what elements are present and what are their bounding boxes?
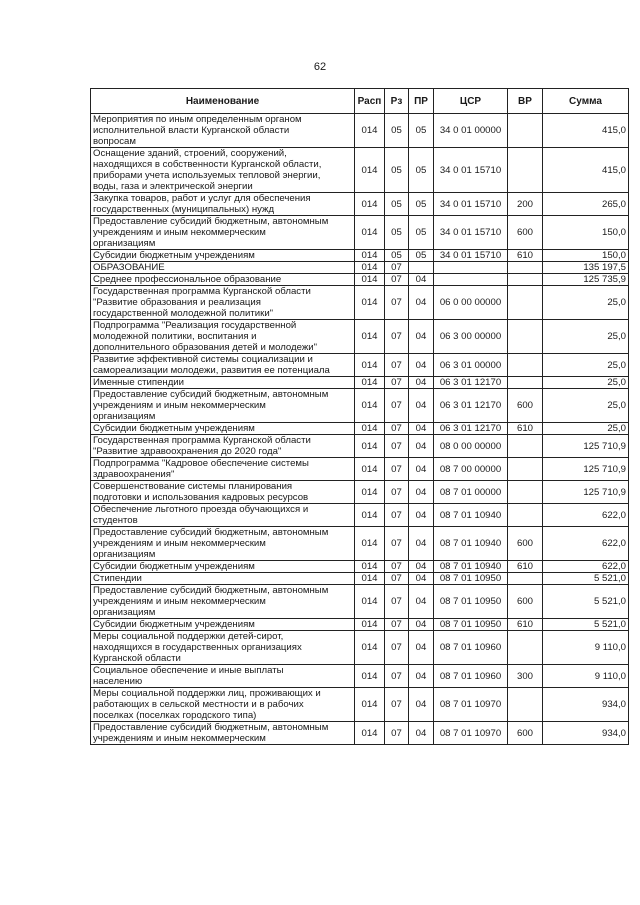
cell-vr: 610	[508, 561, 543, 573]
cell-csr: 08 7 00 00000	[434, 458, 508, 481]
table-row	[91, 262, 629, 274]
cell-csr: 08 7 01 10960	[434, 665, 508, 688]
cell-name-line: Закупка товаров, работ и услуг для обеспечения	[93, 193, 311, 204]
cell-rasp: 014	[355, 527, 385, 561]
cell-csr: 08 7 01 10970	[434, 688, 508, 722]
cell-sum: 25,0	[543, 389, 629, 423]
budget-table	[90, 88, 629, 745]
cell-vr	[508, 688, 543, 722]
cell-vr	[508, 435, 543, 458]
header-name: Наименование	[91, 89, 355, 114]
cell-sum: 25,0	[543, 423, 629, 435]
cell-sum: 125 710,9	[543, 435, 629, 458]
cell-vr	[508, 354, 543, 377]
cell-sum: 9 110,0	[543, 665, 629, 688]
table-row	[91, 722, 629, 745]
cell-csr: 08 7 01 10950	[434, 585, 508, 619]
cell-rz: 07	[385, 619, 409, 631]
cell-name	[91, 114, 355, 148]
cell-pr: 04	[409, 481, 434, 504]
cell-name	[91, 377, 355, 389]
cell-pr: 05	[409, 193, 434, 216]
cell-vr	[508, 481, 543, 504]
cell-csr: 06 3 00 00000	[434, 320, 508, 354]
cell-name-line: Курганской области	[93, 653, 181, 664]
cell-pr: 04	[409, 435, 434, 458]
cell-sum: 125 735,9	[543, 274, 629, 286]
cell-rz: 07	[385, 262, 409, 274]
cell-rz: 07	[385, 585, 409, 619]
cell-rasp: 014	[355, 585, 385, 619]
header-sum: Сумма	[543, 89, 629, 114]
cell-rz: 07	[385, 665, 409, 688]
cell-rz: 07	[385, 504, 409, 527]
cell-rasp: 014	[355, 148, 385, 193]
header-rasp: Расп	[355, 89, 385, 114]
cell-pr: 04	[409, 527, 434, 561]
cell-sum: 125 710,9	[543, 458, 629, 481]
cell-name	[91, 423, 355, 435]
cell-vr	[508, 148, 543, 193]
cell-csr: 06 0 00 00000	[434, 286, 508, 320]
cell-csr	[434, 262, 508, 274]
cell-name-line: вопросам	[93, 136, 136, 147]
cell-name-line: поселках (поселках городского типа)	[93, 710, 257, 721]
cell-rasp: 014	[355, 320, 385, 354]
cell-sum: 25,0	[543, 286, 629, 320]
cell-name-line: Субсидии бюджетным учреждениям	[93, 250, 255, 261]
cell-name	[91, 458, 355, 481]
cell-rz: 05	[385, 148, 409, 193]
cell-name-line: самореализации молодежи, развития ее потенциала	[93, 365, 330, 376]
cell-name-line: организациям	[93, 549, 156, 560]
cell-rz: 07	[385, 377, 409, 389]
table-row	[91, 423, 629, 435]
cell-rasp: 014	[355, 274, 385, 286]
table-row	[91, 354, 629, 377]
cell-sum: 415,0	[543, 114, 629, 148]
cell-name-line: Оснащение зданий, строений, сооружений,	[93, 148, 287, 159]
cell-csr: 08 7 01 10950	[434, 573, 508, 585]
cell-pr: 04	[409, 631, 434, 665]
cell-name-line: Государственная программа Курганской области	[93, 435, 311, 446]
cell-rz: 07	[385, 274, 409, 286]
cell-sum: 25,0	[543, 320, 629, 354]
cell-rasp: 014	[355, 665, 385, 688]
cell-name	[91, 631, 355, 665]
table-row	[91, 527, 629, 561]
table-row	[91, 435, 629, 458]
cell-pr: 05	[409, 114, 434, 148]
cell-pr: 04	[409, 274, 434, 286]
cell-rasp: 014	[355, 435, 385, 458]
cell-name-line: "Развитие здравоохранения до 2020 года"	[93, 446, 282, 457]
cell-csr: 08 7 01 10960	[434, 631, 508, 665]
cell-rz: 07	[385, 458, 409, 481]
table-row	[91, 377, 629, 389]
cell-name-line: Меры социальной поддержки детей-сирот,	[93, 631, 284, 642]
cell-name-line: Предоставление субсидий бюджетным, автономным	[93, 216, 329, 227]
cell-sum: 934,0	[543, 688, 629, 722]
cell-name-line: Подпрограмма "Реализация государственной	[93, 320, 297, 331]
cell-rasp: 014	[355, 504, 385, 527]
cell-name-line: Предоставление субсидий бюджетным, автономным	[93, 722, 329, 733]
cell-name-line: государственной молодежной политики"	[93, 308, 274, 319]
cell-rasp: 014	[355, 354, 385, 377]
cell-name	[91, 665, 355, 688]
cell-rz: 07	[385, 389, 409, 423]
cell-name	[91, 527, 355, 561]
cell-rasp: 014	[355, 631, 385, 665]
cell-rz: 07	[385, 435, 409, 458]
table-row	[91, 481, 629, 504]
cell-name-line: Субсидии бюджетным учреждениям	[93, 619, 255, 630]
cell-name-line: "Развитие образования и реализация	[93, 297, 261, 308]
table-row	[91, 216, 629, 250]
header-rz: Рз	[385, 89, 409, 114]
cell-name	[91, 688, 355, 722]
cell-name	[91, 354, 355, 377]
cell-rasp: 014	[355, 114, 385, 148]
cell-rz: 07	[385, 561, 409, 573]
cell-vr: 600	[508, 585, 543, 619]
cell-name-line: организациям	[93, 411, 156, 422]
cell-rasp: 014	[355, 573, 385, 585]
cell-name	[91, 435, 355, 458]
cell-vr: 610	[508, 423, 543, 435]
cell-pr	[409, 262, 434, 274]
cell-name-line: исполнительной власти Курганской области	[93, 125, 290, 136]
cell-csr: 34 0 01 00000	[434, 114, 508, 148]
cell-vr: 610	[508, 619, 543, 631]
cell-name-line: здравоохранения"	[93, 469, 175, 480]
cell-name-line: Государственная программа Курганской области	[93, 286, 311, 297]
cell-vr	[508, 320, 543, 354]
cell-name-line: студентов	[93, 515, 138, 526]
table-row	[91, 193, 629, 216]
cell-sum: 622,0	[543, 504, 629, 527]
cell-name-line: Предоставление субсидий бюджетным, автономным	[93, 527, 329, 538]
cell-vr: 600	[508, 216, 543, 250]
cell-name	[91, 262, 355, 274]
cell-pr: 04	[409, 320, 434, 354]
cell-rasp: 014	[355, 481, 385, 504]
cell-sum: 135 197,5	[543, 262, 629, 274]
cell-csr: 08 7 01 10950	[434, 619, 508, 631]
cell-name-line: находящихся в собственности Курганской области,	[93, 159, 322, 170]
cell-pr: 04	[409, 504, 434, 527]
cell-rasp: 014	[355, 250, 385, 262]
cell-csr: 08 0 00 00000	[434, 435, 508, 458]
header-pr: ПР	[409, 89, 434, 114]
cell-name-line: учреждениям и иным некоммерческим	[93, 227, 266, 238]
cell-sum: 5 521,0	[543, 585, 629, 619]
cell-csr: 34 0 01 15710	[434, 250, 508, 262]
cell-sum: 150,0	[543, 250, 629, 262]
cell-pr: 05	[409, 148, 434, 193]
cell-vr	[508, 458, 543, 481]
cell-rasp: 014	[355, 423, 385, 435]
cell-pr: 04	[409, 573, 434, 585]
cell-pr: 04	[409, 561, 434, 573]
table-body	[91, 114, 629, 745]
cell-rasp: 014	[355, 619, 385, 631]
table-row	[91, 631, 629, 665]
cell-name-line: находящихся в государственных организациях	[93, 642, 302, 653]
cell-rasp: 014	[355, 458, 385, 481]
cell-sum: 265,0	[543, 193, 629, 216]
cell-name	[91, 216, 355, 250]
cell-name-line: подготовки и использования кадровых ресурсов	[93, 492, 309, 503]
cell-name-line: организациям	[93, 607, 156, 618]
cell-rasp: 014	[355, 286, 385, 320]
cell-name-line: Социальное обеспечение и иные выплаты	[93, 665, 284, 676]
cell-rz: 05	[385, 216, 409, 250]
table-row	[91, 688, 629, 722]
cell-rasp: 014	[355, 193, 385, 216]
cell-name-line: Обеспечение льготного проезда обучающихся и	[93, 504, 309, 515]
cell-rz: 07	[385, 631, 409, 665]
table-row	[91, 320, 629, 354]
table-row	[91, 619, 629, 631]
cell-sum: 25,0	[543, 354, 629, 377]
table-row	[91, 504, 629, 527]
table-row	[91, 274, 629, 286]
cell-name-line: Субсидии бюджетным учреждениям	[93, 561, 255, 572]
cell-sum: 622,0	[543, 527, 629, 561]
cell-name-line: молодежной политики, воспитания и	[93, 331, 257, 342]
cell-name-line: Совершенствование системы планирования	[93, 481, 293, 492]
cell-rasp: 014	[355, 216, 385, 250]
cell-sum: 934,0	[543, 722, 629, 745]
cell-sum: 9 110,0	[543, 631, 629, 665]
cell-csr: 34 0 01 15710	[434, 216, 508, 250]
cell-pr: 04	[409, 377, 434, 389]
cell-csr: 08 7 01 10940	[434, 527, 508, 561]
table-row	[91, 389, 629, 423]
cell-name-line: учреждениям и иным некоммерческим	[93, 400, 266, 411]
cell-name-line: учреждениям и иным некоммерческим	[93, 596, 266, 607]
cell-vr	[508, 286, 543, 320]
table-row	[91, 250, 629, 262]
cell-rz: 07	[385, 423, 409, 435]
cell-name-line: Среднее профессиональное образование	[93, 274, 282, 285]
cell-pr: 04	[409, 722, 434, 745]
cell-name-line: ОБРАЗОВАНИЕ	[93, 262, 165, 273]
header-vr: ВР	[508, 89, 543, 114]
cell-vr	[508, 631, 543, 665]
cell-name-line: учреждениям и иным некоммерческим	[93, 733, 266, 744]
cell-pr: 04	[409, 619, 434, 631]
cell-vr: 200	[508, 193, 543, 216]
cell-vr: 600	[508, 722, 543, 745]
header-csr: ЦСР	[434, 89, 508, 114]
cell-vr: 300	[508, 665, 543, 688]
cell-pr: 04	[409, 354, 434, 377]
cell-rz: 05	[385, 114, 409, 148]
cell-name	[91, 561, 355, 573]
cell-sum: 5 521,0	[543, 573, 629, 585]
cell-sum: 125 710,9	[543, 481, 629, 504]
cell-pr: 04	[409, 423, 434, 435]
table-row	[91, 561, 629, 573]
cell-pr: 05	[409, 250, 434, 262]
cell-name	[91, 286, 355, 320]
cell-name-line: работающих в сельской местности и в рабочих	[93, 699, 304, 710]
cell-name-line: Меры социальной поддержки лиц, проживающих и	[93, 688, 321, 699]
cell-name-line: Именные стипендии	[93, 377, 185, 388]
cell-csr: 34 0 01 15710	[434, 148, 508, 193]
cell-sum: 25,0	[543, 377, 629, 389]
cell-rz: 07	[385, 722, 409, 745]
table-row	[91, 458, 629, 481]
cell-name-line: Мероприятия по иным определенным органом	[93, 114, 302, 125]
cell-rz: 05	[385, 250, 409, 262]
cell-pr: 04	[409, 458, 434, 481]
cell-name-line: воды, газа и электрической энергии	[93, 181, 253, 192]
cell-rasp: 014	[355, 389, 385, 423]
cell-rasp: 014	[355, 262, 385, 274]
cell-name	[91, 389, 355, 423]
cell-name-line: Стипендии	[93, 573, 142, 584]
cell-name-line: учреждениям и иным некоммерческим	[93, 538, 266, 549]
cell-rz: 07	[385, 481, 409, 504]
cell-sum: 5 521,0	[543, 619, 629, 631]
cell-name	[91, 619, 355, 631]
cell-vr: 600	[508, 527, 543, 561]
cell-vr	[508, 573, 543, 585]
cell-csr: 08 7 01 00000	[434, 481, 508, 504]
cell-name	[91, 250, 355, 262]
table-row	[91, 148, 629, 193]
cell-name-line: приборами учета используемых тепловой энергии,	[93, 170, 321, 181]
cell-csr: 08 7 01 10970	[434, 722, 508, 745]
cell-name-line: государственных (муниципальных) нужд	[93, 204, 275, 215]
cell-name-line: Предоставление субсидий бюджетным, автономным	[93, 389, 329, 400]
cell-name	[91, 722, 355, 745]
cell-name-line: населению	[93, 676, 143, 687]
cell-sum: 150,0	[543, 216, 629, 250]
cell-pr: 04	[409, 585, 434, 619]
cell-name-line: Предоставление субсидий бюджетным, автономным	[93, 585, 329, 596]
cell-vr	[508, 504, 543, 527]
cell-vr: 600	[508, 389, 543, 423]
cell-rz: 07	[385, 286, 409, 320]
cell-csr	[434, 274, 508, 286]
cell-rz: 07	[385, 688, 409, 722]
cell-name	[91, 585, 355, 619]
cell-name	[91, 193, 355, 216]
cell-csr: 06 3 01 12170	[434, 377, 508, 389]
cell-rasp: 014	[355, 722, 385, 745]
cell-name-line: Подпрограмма "Кадровое обеспечение системы	[93, 458, 309, 469]
cell-name	[91, 573, 355, 585]
cell-name	[91, 274, 355, 286]
cell-name	[91, 504, 355, 527]
cell-name-line: Субсидии бюджетным учреждениям	[93, 423, 255, 434]
cell-csr: 06 3 01 12170	[434, 423, 508, 435]
cell-pr: 04	[409, 688, 434, 722]
cell-rz: 07	[385, 573, 409, 585]
table-row	[91, 114, 629, 148]
table-row	[91, 665, 629, 688]
cell-name-line: организациям	[93, 238, 156, 249]
cell-csr: 08 7 01 10940	[434, 504, 508, 527]
cell-rz: 07	[385, 320, 409, 354]
table-header-row	[91, 89, 629, 114]
page-number: 62	[313, 61, 327, 73]
cell-vr	[508, 377, 543, 389]
cell-name	[91, 148, 355, 193]
cell-pr: 04	[409, 665, 434, 688]
cell-vr	[508, 274, 543, 286]
cell-csr: 06 3 01 00000	[434, 354, 508, 377]
cell-rz: 05	[385, 193, 409, 216]
cell-vr	[508, 262, 543, 274]
cell-name-line: Развитие эффективной системы социализации и	[93, 354, 313, 365]
cell-name-line: дополнительного образования детей и молодежи"	[93, 342, 318, 353]
cell-csr: 08 7 01 10940	[434, 561, 508, 573]
cell-name	[91, 481, 355, 504]
cell-csr: 06 3 01 12170	[434, 389, 508, 423]
cell-sum: 415,0	[543, 148, 629, 193]
cell-rz: 07	[385, 527, 409, 561]
cell-pr: 04	[409, 389, 434, 423]
cell-vr	[508, 114, 543, 148]
cell-rz: 07	[385, 354, 409, 377]
cell-vr: 610	[508, 250, 543, 262]
cell-csr: 34 0 01 15710	[434, 193, 508, 216]
cell-pr: 05	[409, 216, 434, 250]
table-row	[91, 585, 629, 619]
cell-rasp: 014	[355, 688, 385, 722]
cell-sum: 622,0	[543, 561, 629, 573]
cell-name	[91, 320, 355, 354]
table-row	[91, 286, 629, 320]
cell-rasp: 014	[355, 561, 385, 573]
cell-pr: 04	[409, 286, 434, 320]
table-row	[91, 573, 629, 585]
cell-rasp: 014	[355, 377, 385, 389]
